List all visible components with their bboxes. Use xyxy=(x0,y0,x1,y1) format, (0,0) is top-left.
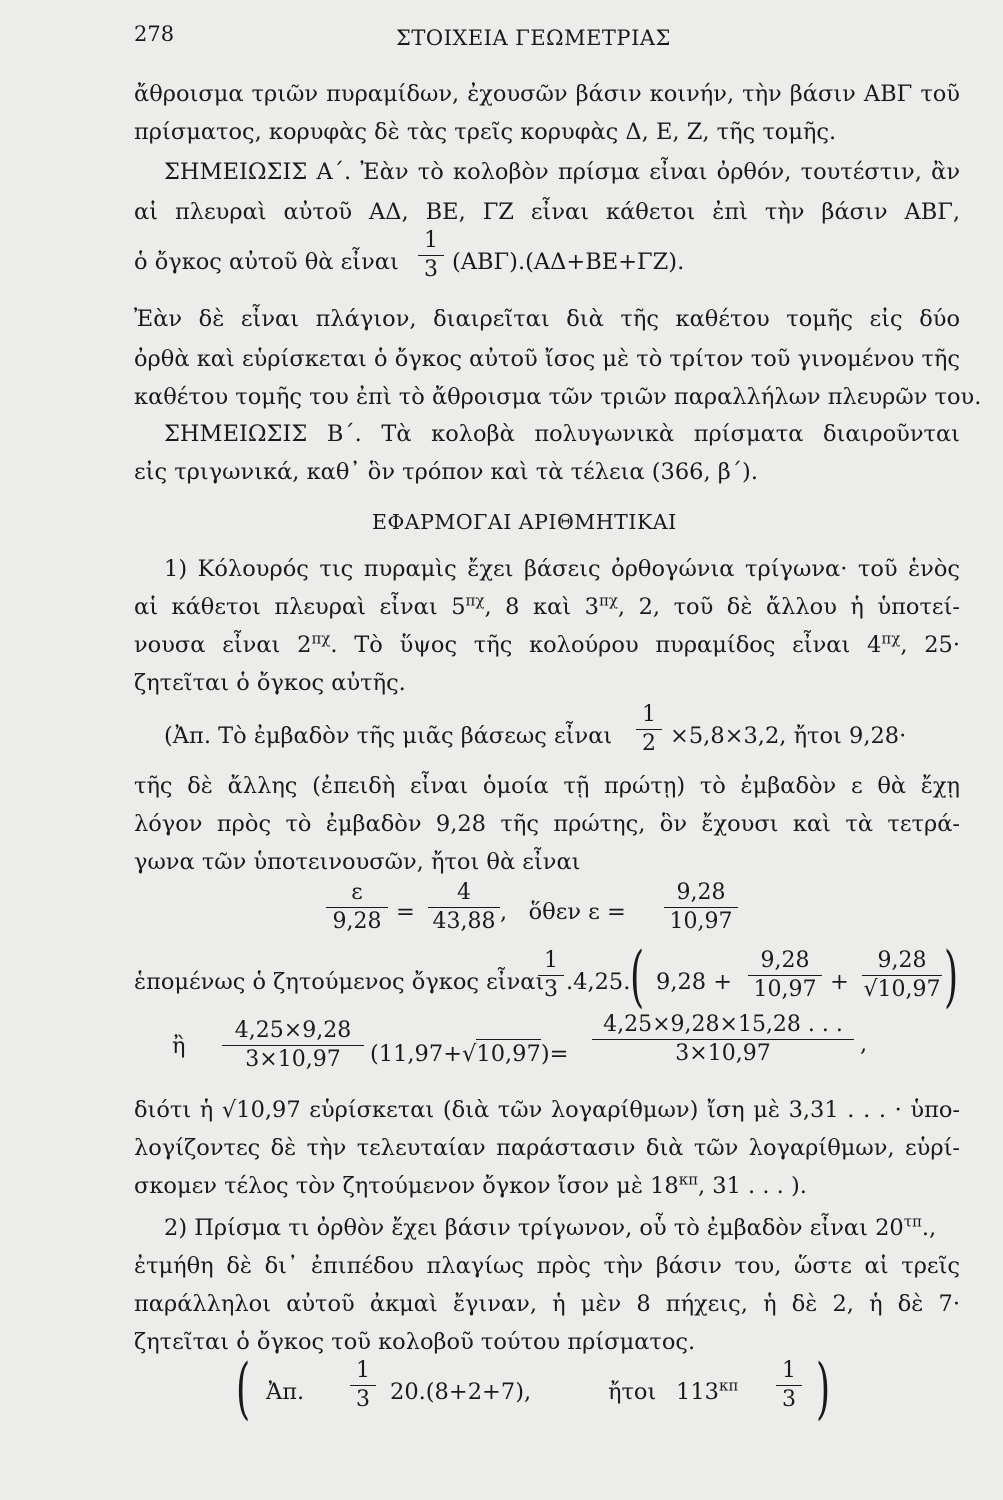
fraction-denominator: 10,97 xyxy=(753,977,817,1002)
fraction-bar xyxy=(664,907,738,908)
fraction-long-product xyxy=(592,1012,854,1067)
text-line: εἰς τριγωνικά, καθ᾽ ὃν τρόπον καὶ τὰ τέλεια (366, β΄). xyxy=(134,459,758,485)
text-run: )= xyxy=(540,1041,569,1067)
fraction-product-over-product xyxy=(222,1018,364,1073)
right-parenthesis: ) xyxy=(944,938,959,1015)
fraction-numerator: 1 xyxy=(544,948,558,973)
fraction-bar xyxy=(538,975,564,976)
fraction-bar xyxy=(636,729,662,730)
text-line: ζητεῖται ὁ ὄγκος τοῦ κολοβοῦ τούτου πρίσματος. xyxy=(134,1329,696,1355)
fraction-denominator: 9,28 xyxy=(332,909,382,934)
fraction-denominator: 3 xyxy=(544,977,558,1002)
text-run: . Τὸ ὕψος τῆς κολούρου πυραμίδος εἶναι 4 xyxy=(330,632,882,658)
fraction-numerator: 1 xyxy=(356,1358,370,1383)
fraction-bar xyxy=(350,1385,376,1386)
text-run: 113 xyxy=(676,1379,719,1405)
note-a-heading-line: ΣΗΜΕΙΩΣΙΣ Α΄. Ἐὰν τὸ κολοβὸν πρίσμα εἶναι ὀρθόν, τουτέστιν, ἂν xyxy=(164,159,960,185)
right-parenthesis: ) xyxy=(816,1350,831,1427)
text-line: ἄθροισμα τριῶν πυραμίδων, ἐχουσῶν βάσιν κοινήν, τὴν βάσιν ΑΒΓ τοῦ xyxy=(134,81,960,107)
page-number: 278 xyxy=(134,22,175,46)
answer-label: Ἀπ. xyxy=(266,1379,305,1405)
or-word: ἢ xyxy=(172,1033,186,1059)
fraction-denominator: 3 xyxy=(782,1387,796,1412)
fraction-numerator: 9,28 xyxy=(760,948,810,973)
plus-sign: + xyxy=(830,969,849,995)
section-title: ΕΦΑΡΜΟΓΑΙ ΑΡΙΘΜΗΤΙΚΑΙ xyxy=(372,510,677,534)
text-run: , 31 . . . ). xyxy=(697,1173,807,1199)
formula-value xyxy=(676,1378,738,1406)
unit-superscript: κπ xyxy=(678,1170,698,1189)
text-line: (Ἀπ. Τὸ ἐμβαδὸν τῆς μιᾶς βάσεως εἶναι xyxy=(164,723,613,749)
fraction-numerator: 1 xyxy=(782,1358,796,1383)
text-line: Ἐὰν δὲ εἶναι πλάγιον, διαιρεῖται διὰ τῆς καθέτου τομῆς εἰς δύο xyxy=(134,306,960,332)
fraction-bar xyxy=(592,1039,854,1040)
text-line: γωνα τῶν ὑποτεινουσῶν, ἤτοι θὰ εἶναι xyxy=(134,849,581,875)
fraction-numerator: 4,25×9,28×15,28 . . . xyxy=(603,1012,843,1037)
text-line: πρίσματος, κορυφὰς δὲ τὰς τρεῖς κορυφὰς Δ, Ε, Ζ, τῆς τομῆς. xyxy=(134,119,837,145)
fraction-denominator: 3 xyxy=(356,1387,370,1412)
text-line: αἱ πλευραὶ αὐτοῦ ΑΔ, ΒΕ, ΓΖ εἶναι κάθετοι ἐπὶ τὴν βάσιν ΑΒΓ, xyxy=(134,199,960,225)
fraction-4-over-4388 xyxy=(428,880,500,935)
fraction-bar xyxy=(326,907,388,908)
text-line: ὀρθὰ καὶ εὑρίσκεται ὁ ὄγκος αὐτοῦ ἴσος μὲ τὸ τρίτον τοῦ γινομένου τῆς xyxy=(134,346,960,372)
formula-text: , ὅθεν ε = xyxy=(500,899,626,925)
text-line: 1) Κόλουρός τις πυραμὶς ἔχει βάσεις ὀρθογώνια τρίγωνα· τοῦ ἑνὸς xyxy=(164,556,960,582)
fraction-numerator: 4 xyxy=(457,880,471,905)
fraction-denominator: √10,97 xyxy=(863,977,941,1002)
text-run: , 2, τοῦ δὲ ἄλλου ἡ ὑποτεί- xyxy=(617,594,960,620)
running-title: ΣΤΟΙΧΕΙΑ ΓΕΩΜΕΤΡΙΑΣ xyxy=(396,26,671,50)
text-run: σκομεν τέλος τὸν ζητούμενον ὄγκον ἴσον μὲ 18 xyxy=(134,1173,679,1199)
text-line xyxy=(134,1172,807,1200)
text-line: ὁ ὄγκος αὐτοῦ θὰ εἶναι xyxy=(134,249,399,275)
fraction-numerator: ε xyxy=(351,880,363,905)
text-line: καθέτου τομῆς του ἐπὶ τὸ ἄθροισμα τῶν τριῶν παραλλήλων πλευρῶν του. xyxy=(134,384,982,410)
text-run: αἱ κάθετοι πλευραὶ εἶναι 5 xyxy=(134,594,466,620)
text-line xyxy=(134,593,960,621)
text-run: 2) Πρίσμα τι ὀρθὸν ἔχει βάσιν τρίγωνον, οὗ τὸ ἐμβαδὸν εἶναι 20 xyxy=(164,1215,904,1241)
equals-sign: = xyxy=(396,899,415,925)
text-line xyxy=(134,1096,960,1124)
fraction-numerator: 4,25×9,28 xyxy=(234,1018,352,1043)
fraction-numerator: 1 xyxy=(642,702,656,727)
fraction-bar xyxy=(222,1045,364,1046)
unit-superscript: πχ xyxy=(598,591,618,610)
unit-superscript: τπ xyxy=(903,1212,922,1231)
formula-text: 9,28 + xyxy=(656,969,733,995)
fraction-denominator: 3×10,97 xyxy=(675,1041,771,1066)
formula-text: (11,97+√10,97)= xyxy=(370,1041,569,1067)
formula-text: ×5,8×3,2, ἤτοι 9,28· xyxy=(670,723,907,749)
fraction-928-over-1097 xyxy=(664,880,738,935)
left-parenthesis: ( xyxy=(236,1350,251,1427)
comma: , xyxy=(860,1031,868,1057)
note-b-heading-line: ΣΗΜΕΙΩΣΙΣ Β΄. Τὰ κολοβὰ πολυγωνικὰ πρίσματα διαιροῦνται xyxy=(164,421,960,447)
fraction-numerator: 9,28 xyxy=(877,948,927,973)
fraction-one-third xyxy=(538,948,564,1003)
fraction-bar xyxy=(748,975,822,976)
fraction-e-over-928 xyxy=(326,880,388,935)
fraction-denominator: 3×10,97 xyxy=(245,1047,341,1072)
fraction-one-half xyxy=(636,702,662,757)
text-run: 10,97 εὑρίσκεται (διὰ τῶν λογαρίθμων) ἴση μὲ 3,31 . . . · ὑπο- xyxy=(236,1097,960,1123)
unit-superscript: πχ xyxy=(465,591,485,610)
text-line: λογίζοντες δὲ τὴν τελευταίαν παράστασιν διὰ τῶν λογαρίθμων, εὑρί- xyxy=(134,1135,960,1161)
text-line xyxy=(134,631,960,659)
fraction-numerator: 1 xyxy=(424,228,438,253)
radicand: 10,97 xyxy=(877,977,941,1002)
text-run: (11,97+ xyxy=(370,1041,463,1067)
text-line: τῆς δὲ ἄλλης (ἐπειδὴ εἶναι ὁμοία τῇ πρώτῃ) τὸ ἐμβαδὸν ε θὰ ἔχῃ xyxy=(134,773,960,799)
text-line: λόγον πρὸς τὸ ἐμβαδὸν 9,28 τῆς πρώτης, ὃν ἔχουσι καὶ τὰ τετρά- xyxy=(134,811,960,837)
fraction-bar xyxy=(418,255,444,256)
text-line: παράλληλοι αὐτοῦ ἀκμαὶ ἔγιναν, ἡ μὲν 8 πήχεις, ἡ δὲ 2, ἡ δὲ 7· xyxy=(134,1291,960,1317)
text-run: , 25· xyxy=(900,632,961,658)
fraction-928-over-1097 xyxy=(748,948,822,1003)
fraction-bar xyxy=(776,1385,802,1386)
text-run: ., xyxy=(921,1215,937,1241)
fraction-one-third xyxy=(418,228,444,283)
fraction-bar xyxy=(428,907,500,908)
unit-superscript: πχ xyxy=(881,629,901,648)
unit-superscript: κπ xyxy=(718,1376,739,1395)
formula-text: (ΑΒΓ).(ΑΔ+ΒΕ+ΓΖ). xyxy=(452,249,685,275)
fraction-denominator: 3 xyxy=(424,257,438,282)
text-run: διότι ἡ √ xyxy=(134,1097,237,1123)
unit-superscript: πχ xyxy=(311,629,331,648)
fraction-numerator: 9,28 xyxy=(676,880,726,905)
formula-text: .4,25. xyxy=(566,969,631,995)
text-line: ἐτμήθη δὲ δι᾽ ἐπιπέδου πλαγίως πρὸς τὴν βάσιν του, ὥστε αἱ τρεῖς xyxy=(134,1253,960,1279)
text-run: νουσα εἶναι 2 xyxy=(134,632,312,658)
fraction-denominator: 2 xyxy=(642,731,656,756)
fraction-928-over-sqrt1097 xyxy=(862,948,942,1003)
fraction-one-third xyxy=(350,1358,376,1413)
text-line: ζητεῖται ὁ ὄγκος αὐτῆς. xyxy=(134,670,406,696)
text-line: ἑπομένως ὁ ζητούμενος ὄγκος εἶναι xyxy=(134,969,545,995)
text-line xyxy=(164,1214,936,1242)
fraction-denominator: 10,97 xyxy=(669,909,733,934)
left-parenthesis: ( xyxy=(630,938,645,1015)
text-run: , 8 καὶ 3 xyxy=(484,594,599,620)
fraction-one-third xyxy=(776,1358,802,1413)
fraction-denominator: 43,88 xyxy=(432,909,496,934)
formula-text: 20.(8+2+7), xyxy=(390,1379,532,1405)
radicand: 10,97 xyxy=(476,1041,541,1067)
formula-text: ἤτοι xyxy=(608,1379,657,1405)
